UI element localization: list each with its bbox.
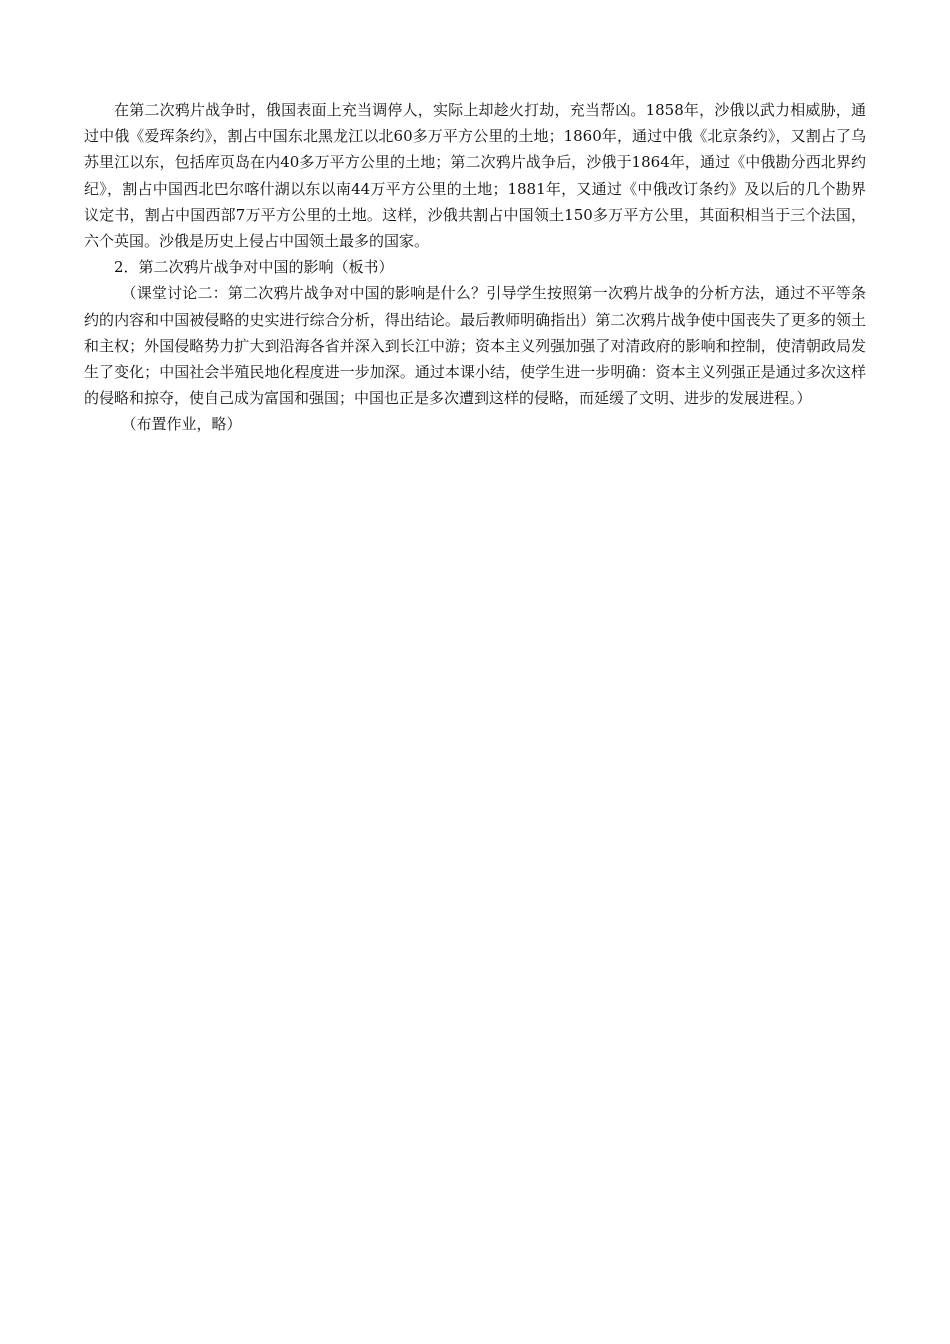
section-heading-impact: 2．第二次鸦片战争对中国的影响（板书） xyxy=(114,258,394,277)
document-body xyxy=(84,97,866,438)
paragraph-russia-territory: 在第二次鸦片战争时，俄国表面上充当调停人，实际上却趁火打劫，充当帮凶。1858年，沙俄以武力相威胁，通过中俄《爱珲条约》，割占中国东北黑龙江以北60多万平方公里的土地；1860年，通过中俄《北京条约》，又割占了乌苏里江以东，包括库页岛在内40多万平方公里的土地；第二次鸦片战争后，沙俄于1864年，通过《中俄勘分西北界约纪》，割占中国西北巴尔喀什湖以东以南44万平方公里的土地；1881年，又通过《中俄改订条约》及以后的几个勘界议定书，割占中国西部7万平方公里的土地。这样，沙俄共割占中国领土150多万平方公里，其面积相当于三个法国，六个英国。沙俄是历史上侵占中国领土最多的国家。 xyxy=(84,101,866,251)
paragraph-homework: （布置作业，略） xyxy=(121,415,242,434)
paragraph-classroom-discussion: （课堂讨论二：第二次鸦片战争对中国的影响是什么？引导学生按照第一次鸦片战争的分析方法，通过不平等条约的内容和中国被侵略的史实进行综合分析，得出结论。最后教师明确指出）第二次鸦片战争使中国丧失了更多的领土和主权；外国侵略势力扩大到沿海各省并深入到长江中游；资本主义列强加强了对清政府的影响和控制，使清朝政局发生了变化；中国社会半殖民地化程度进一步加深。通过本课小结，使学生进一步明确：资本主义列强正是通过多次这样的侵略和掠夺，使自己成为富国和强国；中国也正是多次遭到这样的侵略，而延缓了文明、进步的发展进程。） xyxy=(84,284,866,408)
